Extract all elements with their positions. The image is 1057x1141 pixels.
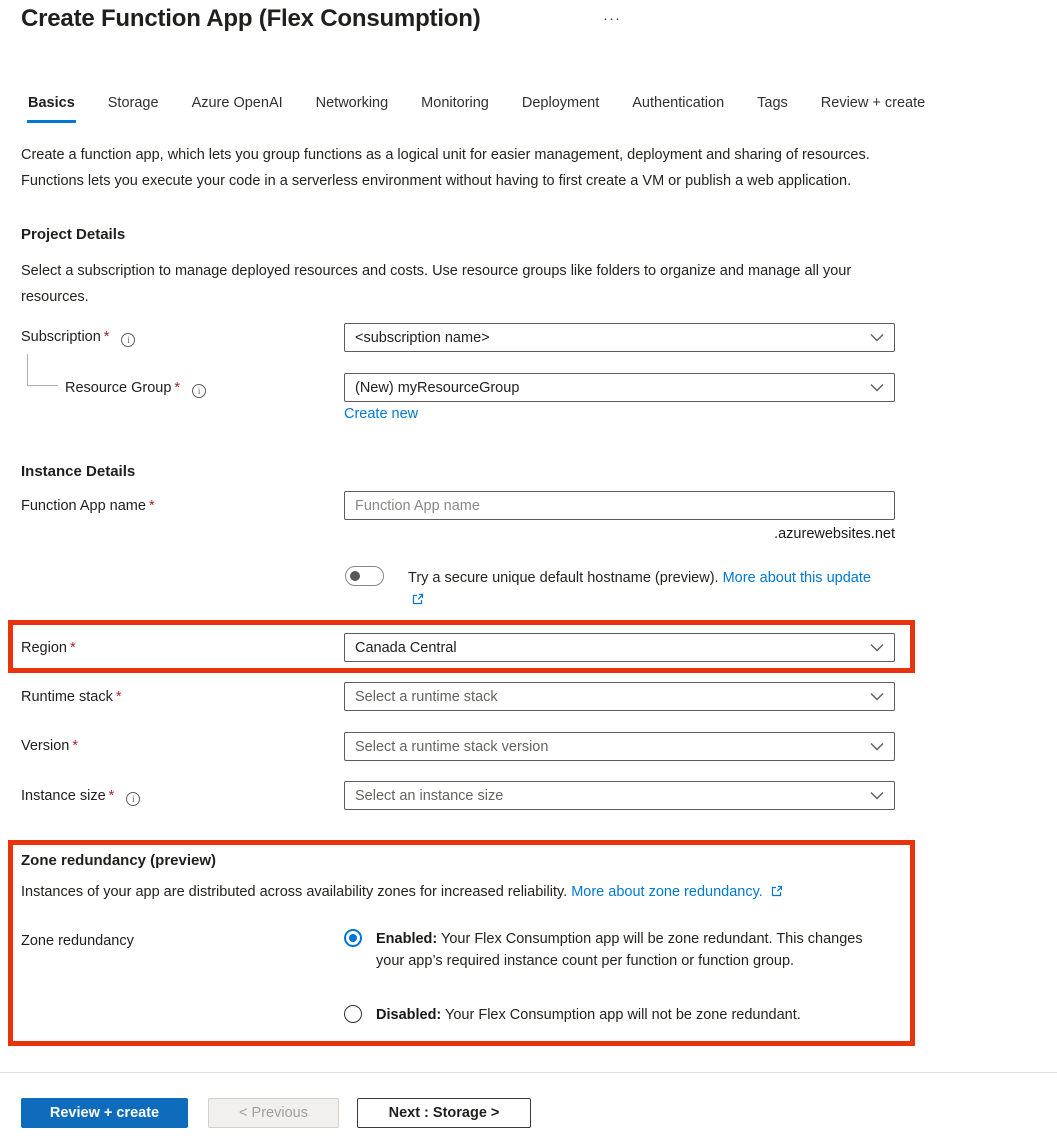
enabled-option-text: Enabled: Your Flex Consumption app will be zone redundant. This changes your app’s required instance count per function or function group. (376, 931, 863, 969)
intro-text: Create a function app, which lets you group functions as a logical unit for easier management, deployment and sharing of resources. Functions lets you execute your code in a serverless environment without having to first create a VM or publish a web application. (21, 147, 870, 189)
subscription-value: <subscription name> (355, 329, 490, 346)
chevron-down-icon (870, 742, 884, 751)
subscription-label: Subscription * i (21, 329, 135, 347)
tab-deployment[interactable]: Deployment (521, 95, 600, 111)
more-about-zone-redundancy-link[interactable]: More about zone redundancy. (571, 884, 763, 900)
zone-redundancy-enabled-option[interactable] (344, 928, 878, 972)
required-asterisk: * (115, 689, 122, 705)
tab-tags[interactable]: Tags (757, 95, 788, 111)
radio-unselected-icon[interactable] (344, 1005, 362, 1023)
tab-azure-openai[interactable]: Azure OpenAI (191, 95, 283, 111)
resource-group-value: (New) myResourceGroup (355, 379, 520, 396)
runtime-stack-dropdown[interactable] (344, 682, 895, 711)
review-create-button[interactable]: Review + create (21, 1098, 188, 1128)
subscription-resource-group-connector (27, 354, 58, 386)
function-app-name-input[interactable] (344, 491, 895, 520)
toggle-knob (350, 571, 360, 581)
zone-redundancy-heading: Zone redundancy (preview) (21, 852, 217, 869)
info-icon[interactable]: i (192, 384, 206, 398)
required-asterisk: * (174, 380, 181, 396)
zone-redundancy-disabled-option[interactable] (344, 1004, 878, 1026)
zone-redundancy-description: Instances of your app are distributed across availability zones for increased reliability. More about zone redundancy. (21, 884, 901, 901)
resource-group-label: Resource Group * i (65, 380, 206, 398)
page-title: Create Function App (Flex Consumption) (21, 5, 481, 32)
zone-redundancy-label: Zone redundancy (21, 933, 134, 949)
tab-authentication[interactable]: Authentication (632, 95, 725, 111)
more-menu-icon[interactable]: ··· (603, 10, 621, 27)
project-details-heading: Project Details (21, 226, 126, 243)
external-link-icon (771, 885, 783, 901)
disabled-option-text: Disabled: Your Flex Consumption app will not be zone redundant. (376, 1007, 801, 1023)
tab-basics[interactable]: Basics (27, 92, 76, 123)
secure-hostname-toggle[interactable] (345, 566, 384, 586)
function-app-name-label: Function App name * (21, 498, 155, 514)
runtime-stack-placeholder: Select a runtime stack (355, 688, 498, 705)
chevron-down-icon (870, 692, 884, 701)
create-new-link[interactable]: Create new (344, 406, 419, 422)
chevron-down-icon (870, 383, 884, 392)
instance-size-label: Instance size * i (21, 788, 140, 806)
tab-monitoring[interactable]: Monitoring (421, 95, 489, 111)
tab-networking[interactable]: Networking (315, 95, 389, 111)
project-details-description: Select a subscription to manage deployed resources and costs. Use resource groups like folders to organize and manage all your resources. (21, 263, 852, 305)
chevron-down-icon (870, 643, 884, 652)
resource-group-dropdown[interactable] (344, 373, 895, 402)
more-about-update-link[interactable]: More about this update (722, 570, 871, 586)
required-asterisk: * (69, 640, 76, 656)
runtime-stack-label: Runtime stack * (21, 689, 122, 705)
previous-button[interactable]: < Previous (208, 1098, 339, 1128)
version-placeholder: Select a runtime stack version (355, 738, 549, 755)
region-value: Canada Central (355, 639, 457, 656)
required-asterisk: * (108, 788, 115, 804)
region-label: Region * (21, 640, 76, 656)
chevron-down-icon (870, 791, 884, 800)
external-link-icon (412, 590, 424, 612)
instance-size-dropdown[interactable] (344, 781, 895, 810)
info-icon[interactable]: i (121, 333, 135, 347)
chevron-down-icon (870, 333, 884, 342)
footer-divider (0, 1072, 1057, 1073)
required-asterisk: * (148, 498, 155, 514)
version-label: Version * (21, 738, 79, 754)
subscription-dropdown[interactable] (344, 323, 895, 352)
version-dropdown[interactable] (344, 732, 895, 761)
instance-size-placeholder: Select an instance size (355, 787, 504, 804)
radio-selected-icon[interactable] (344, 929, 362, 947)
tab-storage[interactable]: Storage (107, 95, 159, 111)
wizard-tabs (27, 92, 926, 123)
region-dropdown[interactable] (344, 633, 895, 662)
domain-suffix: .azurewebsites.net (774, 526, 895, 542)
required-asterisk: * (103, 329, 110, 345)
required-asterisk: * (72, 738, 79, 754)
info-icon[interactable]: i (126, 792, 140, 806)
tab-review-create[interactable]: Review + create (820, 95, 926, 111)
next-storage-button[interactable]: Next : Storage > (357, 1098, 531, 1128)
instance-details-heading: Instance Details (21, 463, 136, 480)
secure-hostname-text: Try a secure unique default hostname (preview). More about this update (408, 567, 878, 612)
